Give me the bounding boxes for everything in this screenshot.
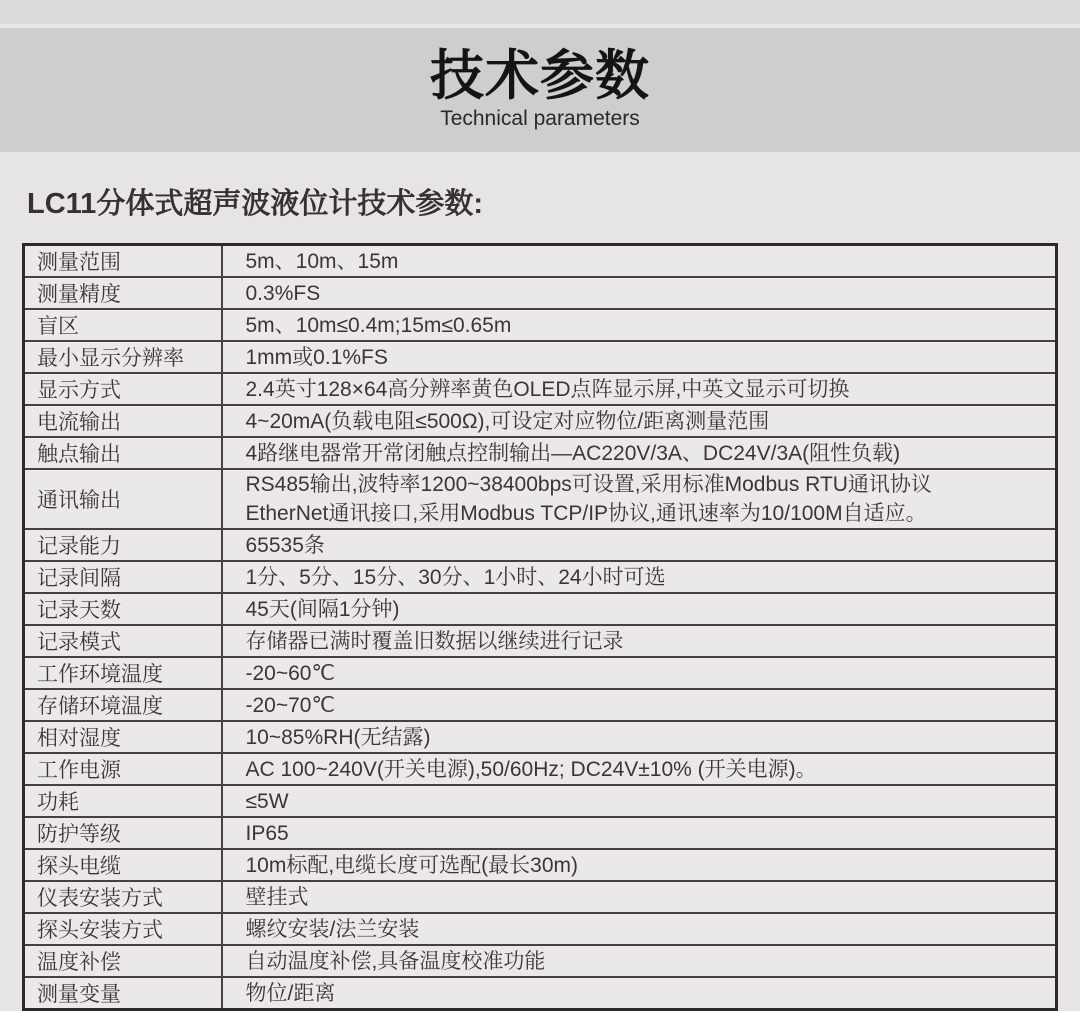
table-row (24, 593, 1057, 625)
param-label: 探头电缆 (24, 849, 222, 881)
page-subtitle: Technical parameters (440, 106, 640, 130)
table-row (24, 785, 1057, 817)
param-label: 最小显示分辨率 (24, 341, 222, 373)
param-value-line: 45天(间隔1分钟) (245, 597, 400, 621)
table-row (24, 657, 1057, 689)
param-value (222, 817, 1057, 849)
param-value-line: 0.3%FS (245, 281, 321, 305)
param-value-line: 5m、10m、15m (245, 249, 399, 273)
param-value-line: 5m、10m≤0.4m;15m≤0.65m (245, 313, 512, 337)
param-value-line: 4路继电器常开常闭触点控制输出—AC220V/3A、DC24V/3A(阻性负载) (245, 441, 901, 465)
page-title: 技术参数 (430, 46, 650, 106)
table-row (24, 913, 1057, 945)
param-label: 存储环境温度 (24, 689, 222, 721)
param-value-line: 65535条 (245, 533, 325, 557)
param-label: 探头安装方式 (24, 913, 222, 945)
param-value (222, 593, 1057, 625)
table-row (24, 245, 1057, 278)
param-value (222, 689, 1057, 721)
param-value (222, 785, 1057, 817)
param-label: 盲区 (24, 309, 222, 341)
table-row (24, 341, 1057, 373)
param-value (222, 881, 1057, 913)
section-heading: LC11分体式超声波液位计技术参数: (27, 188, 483, 220)
table-row (24, 373, 1057, 405)
table-row (24, 945, 1057, 977)
param-value (222, 625, 1057, 657)
content (0, 186, 1080, 1011)
table-row (24, 309, 1057, 341)
table-row (24, 625, 1057, 657)
param-value-line: 4~20mA(负载电阻≤500Ω),可设定对应物位/距离测量范围 (245, 409, 770, 433)
param-label: 显示方式 (24, 373, 222, 405)
table-row (24, 977, 1057, 1010)
param-value (222, 437, 1057, 469)
table-row (24, 689, 1057, 721)
param-label: 温度补偿 (24, 945, 222, 977)
table-row (24, 721, 1057, 753)
param-value-line: 自动温度补偿,具备温度校准功能 (245, 949, 546, 973)
param-value-line: 螺纹安装/法兰安装 (245, 917, 420, 941)
table-row (24, 849, 1057, 881)
param-value-line: RS485输出,波特率1200~38400bps可设置,采用标准Modbus RTU通讯协议 (245, 473, 932, 496)
param-value-line: IP65 (245, 821, 289, 845)
parameters-table (22, 243, 1058, 1011)
table-row (24, 881, 1057, 913)
table-row (24, 561, 1057, 593)
param-label: 相对湿度 (24, 721, 222, 753)
param-value (222, 469, 1057, 529)
param-value-line: 物位/距离 (245, 981, 336, 1005)
table-row (24, 277, 1057, 309)
param-label: 测量变量 (24, 977, 222, 1010)
param-value-line: -20~60℃ (245, 661, 336, 685)
param-label: 记录模式 (24, 625, 222, 657)
param-label: 测量范围 (24, 245, 222, 278)
param-value-line: 壁挂式 (245, 885, 309, 909)
param-label: 电流输出 (24, 405, 222, 437)
param-value-line: 1分、5分、15分、30分、1小时、24小时可选 (245, 565, 666, 589)
param-value (222, 341, 1057, 373)
param-label: 记录天数 (24, 593, 222, 625)
param-value-line: ≤5W (245, 789, 289, 813)
param-value-line: AC 100~240V(开关电源),50/60Hz; DC24V±10% (开关电源)。 (245, 757, 817, 781)
parameters-table-body (24, 245, 1057, 1010)
param-value (222, 913, 1057, 945)
param-value (222, 529, 1057, 561)
param-label: 测量精度 (24, 277, 222, 309)
param-value (222, 753, 1057, 785)
param-label: 通讯输出 (24, 469, 222, 529)
param-value-line: 10m标配,电缆长度可选配(最长30m) (245, 853, 579, 877)
top-strip (0, 0, 1080, 24)
param-label: 仪表安装方式 (24, 881, 222, 913)
table-row (24, 437, 1057, 469)
param-value (222, 561, 1057, 593)
param-value-line: -20~70℃ (245, 693, 336, 717)
param-value (222, 277, 1057, 309)
table-row (24, 469, 1057, 529)
table-row (24, 817, 1057, 849)
param-label: 工作环境温度 (24, 657, 222, 689)
param-label: 工作电源 (24, 753, 222, 785)
param-value (222, 309, 1057, 341)
param-label: 功耗 (24, 785, 222, 817)
param-value (222, 373, 1057, 405)
table-row (24, 405, 1057, 437)
param-value (222, 849, 1057, 881)
param-label: 记录间隔 (24, 561, 222, 593)
param-value-line: 1mm或0.1%FS (245, 345, 388, 369)
param-value (222, 945, 1057, 977)
param-label: 触点输出 (24, 437, 222, 469)
table-row (24, 529, 1057, 561)
param-value-line: EtherNet通讯接口,采用Modbus TCP/IP协议,通讯速率为10/100M自适应。 (245, 502, 927, 525)
param-label: 记录能力 (24, 529, 222, 561)
header-band (0, 28, 1080, 152)
param-value-line: 10~85%RH(无结露) (245, 725, 431, 749)
param-value-line: 存储器已满时覆盖旧数据以继续进行记录 (245, 629, 624, 653)
param-value-line: 2.4英寸128×64高分辨率黄色OLED点阵显示屏,中英文显示可切换 (245, 377, 850, 401)
table-row (24, 753, 1057, 785)
param-value (222, 721, 1057, 753)
param-label: 防护等级 (24, 817, 222, 849)
param-value (222, 977, 1057, 1010)
param-value (222, 405, 1057, 437)
param-value (222, 245, 1057, 278)
param-value (222, 657, 1057, 689)
